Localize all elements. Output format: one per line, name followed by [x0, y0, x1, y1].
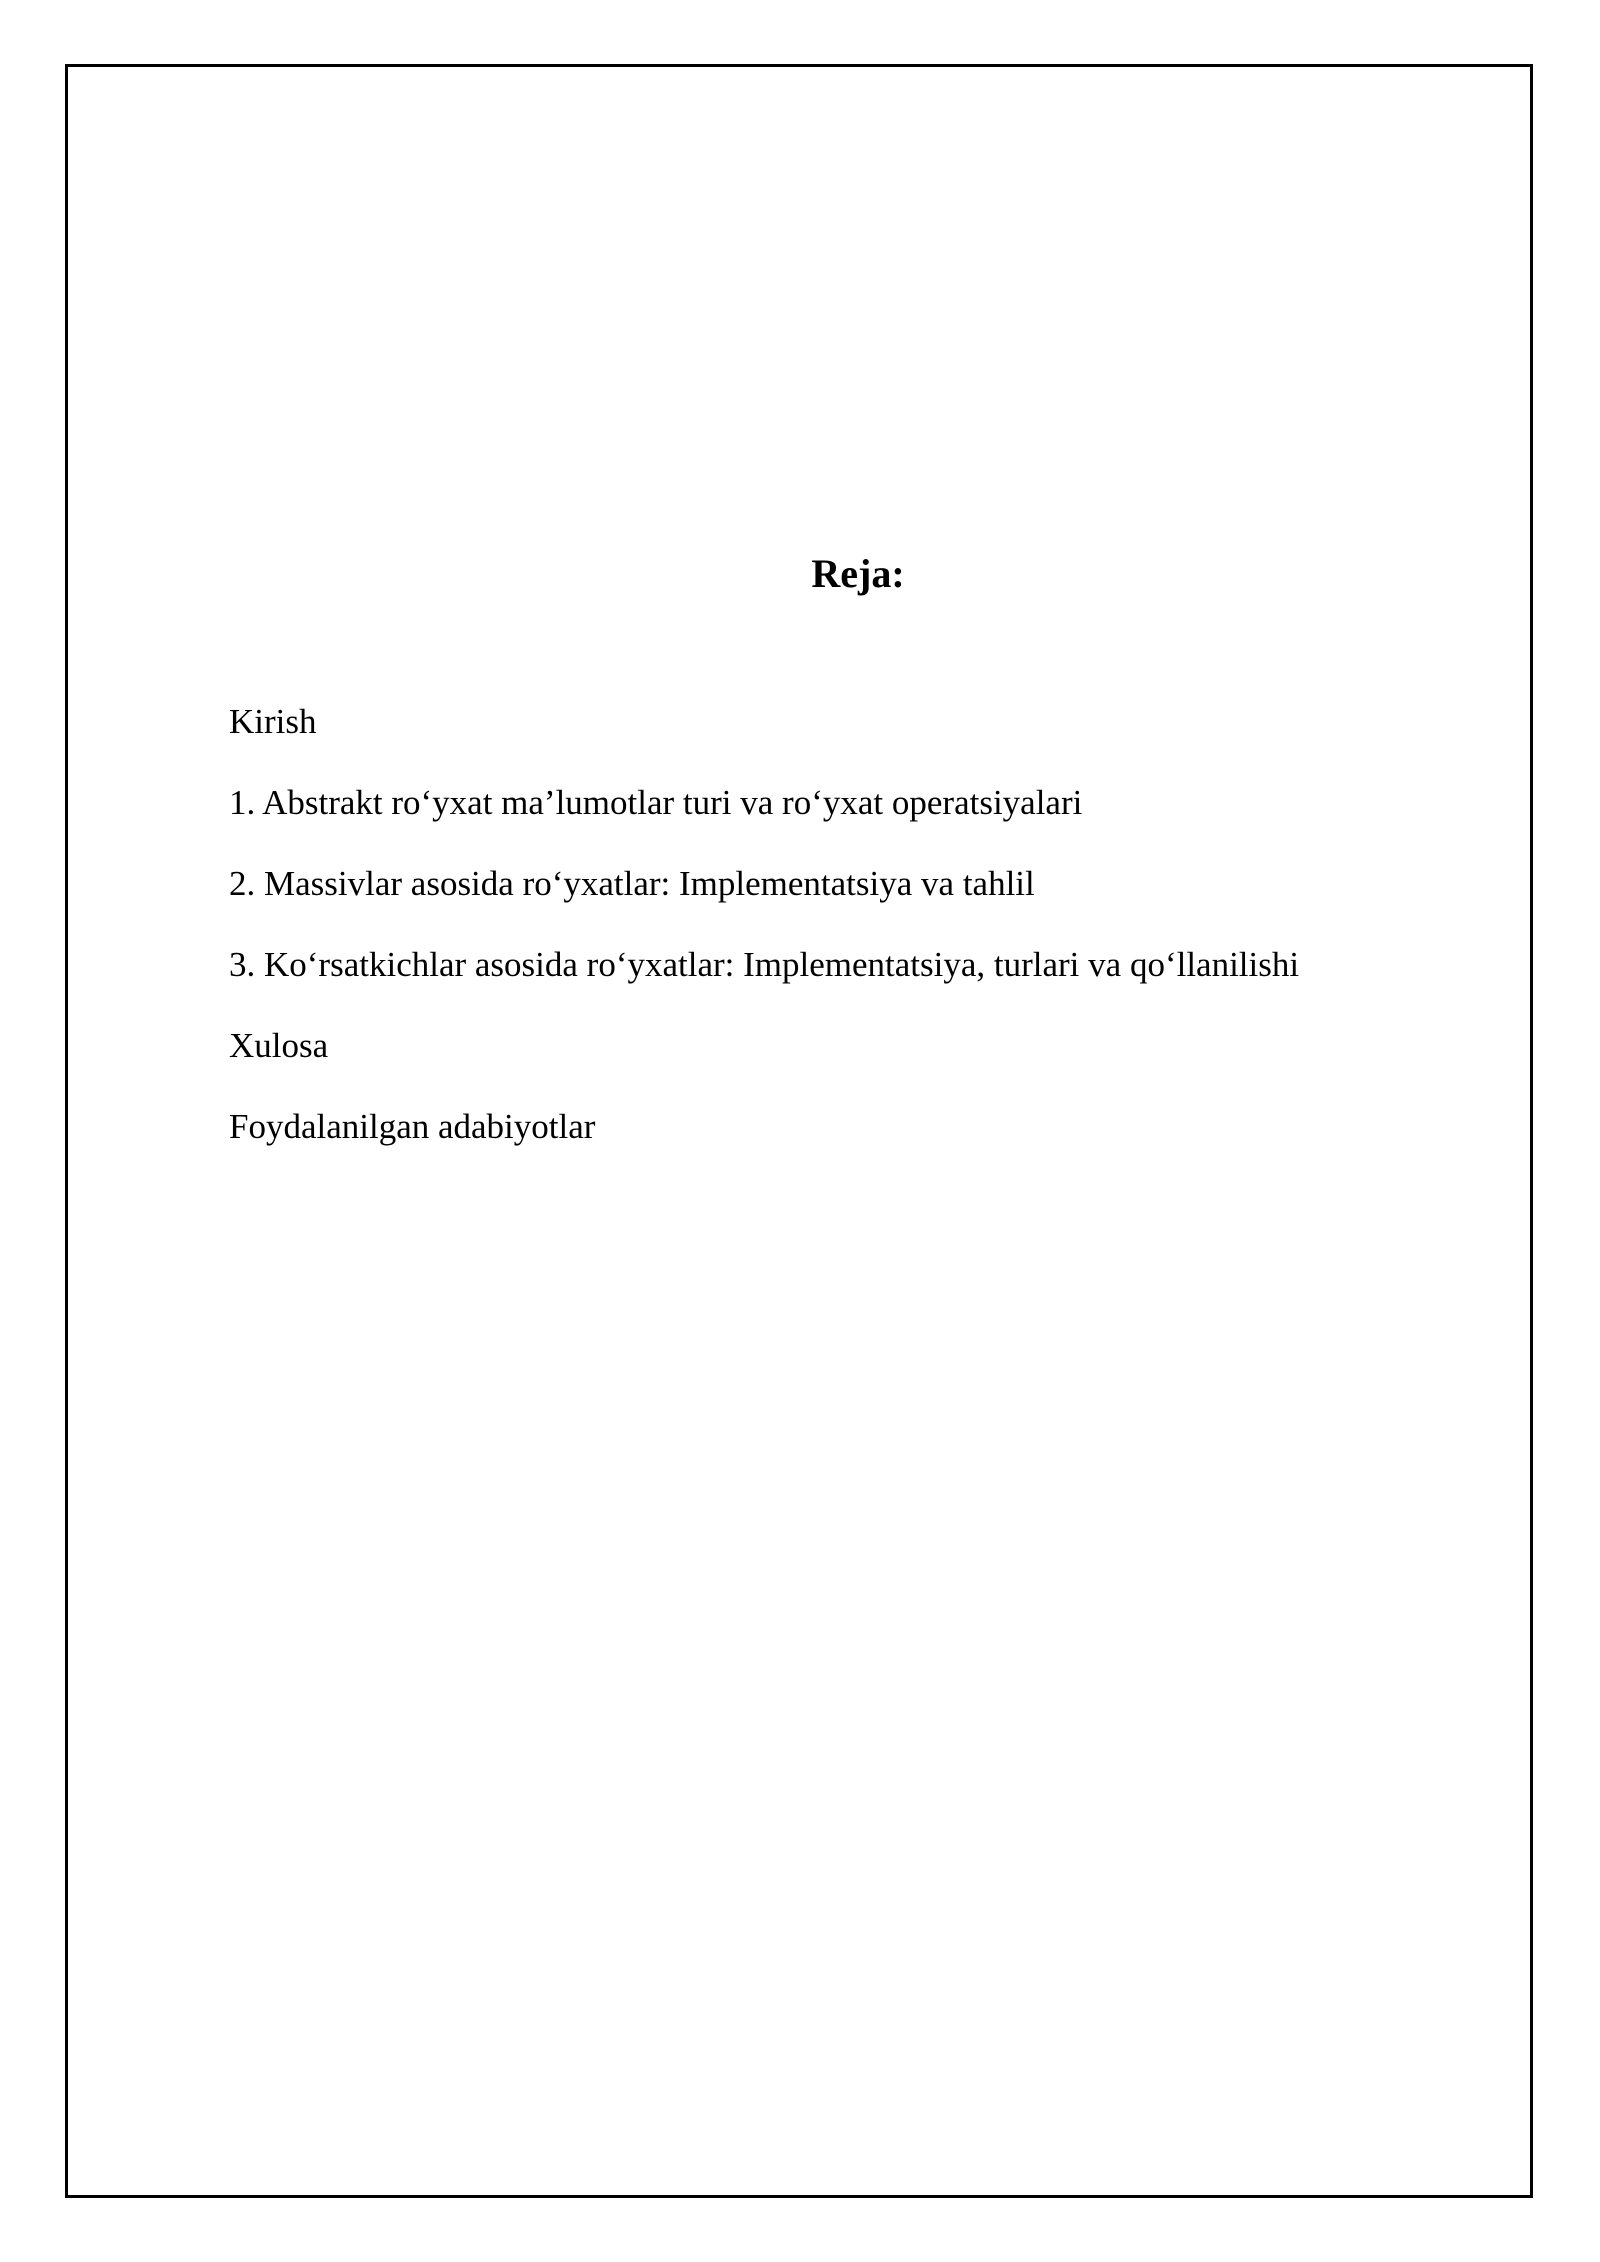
plan-item-introduction: Kirish: [229, 702, 317, 741]
plan-item-section-2: 2. Massivlar asosida ro‘yxatlar: Implementatsiya va tahlil: [229, 864, 1035, 903]
plan-item-section-1: 1. Abstrakt ro‘yxat ma’lumotlar turi va ro‘yxat operatsiyalari: [229, 783, 1083, 822]
plan-list: [229, 696, 1489, 1182]
plan-item-section-3: 3. Ko‘rsatkichlar asosida ro‘yxatlar: Implementatsiya, turlari va qo‘llanilishi: [229, 945, 1300, 984]
page-title: Reja:: [811, 551, 905, 596]
plan-item-references: Foydalanilgan adabiyotlar: [229, 1107, 596, 1146]
plan-item-conclusion: Xulosa: [229, 1026, 329, 1065]
